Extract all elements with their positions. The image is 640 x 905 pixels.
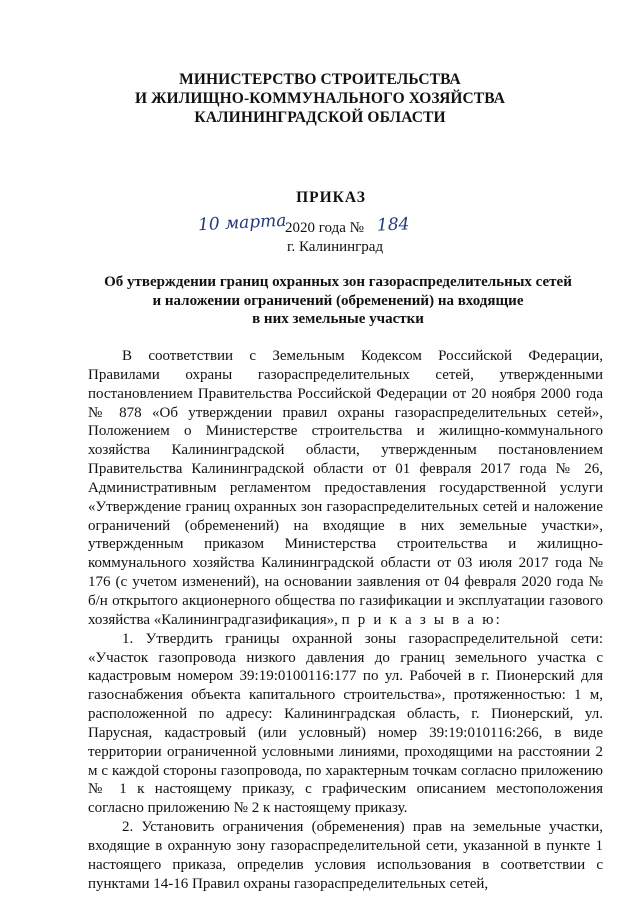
handwritten-date: 10 марта [197, 210, 287, 236]
order-subject [88, 273, 588, 329]
order-date-number: 2020 года № [285, 220, 364, 236]
handwritten-order-number: 184 [376, 214, 410, 236]
ministry-line-2: И ЖИЛИЩНО-КОММУНАЛЬНОГО ХОЗЯЙСТВА [134, 90, 506, 107]
order-word: п р и к а з ы в а ю: [341, 611, 502, 628]
preamble-text: В соответствии с Земельным Кодексом Российской Федерации, Правилами охраны газораспределительных сетей, утвержденными постановлением Правительства Российской Федерации от 20 ноября 2000 года № 878 «Об утверждении правил охраны газораспределительных сетей», Положением о Министерстве строительства и жилищно-коммунального хозяйства Калининградской области, утвержденным постановлением Правительства Калининградской области от 01 февраля 2017 года № 26, Административным регламентом предоставления государственной услуги «Утверждение границ охранных зон газораспределительных сетей и наложение ограничений (обременений) на входящие в них земельные участки», утвержденным приказом Министерства строительства и жилищно-коммунального хозяйства Калининградской области от 03 июля 2017 года № 176 (с учетом изменений), на основании заявления от 04 февраля 2020 года № б/н открытого акционерного общества по газификации и эксплуатации газового хозяйства «Калининградгазификация», [88, 348, 603, 628]
preamble-paragraph [88, 347, 603, 630]
subject-line-1: Об утверждении границ охранных зон газораспределительных сетей [104, 274, 572, 290]
ministry-header [100, 70, 540, 127]
ministry-line-3: КАЛИНИНГРАДСКОЙ ОБЛАСТИ [194, 109, 446, 126]
order-item-1: 1. Утвердить границы охранной зоны газораспределительной сети: «Участок газопровода низкого давления до границ земельного участка с кадастровым номером 39:19:0100116:177 по ул. Рабочей в г. Пионерский для газоснабжения объекта капитального строительства», протяженностью: 1 м, расположенной по адресу: Калининградская область, г. Пионерский, ул. Парусная, кадастровый (или условный) номер 39:19:010116:266, в виде территории ограниченной условными линиями, проходящими на расстоянии 2 м с каждой стороны газопровода, по характерным точкам согласно приложению № 1 к настоящему приказу, с графическим описанием местоположения согласно приложению № 2 к настоящему приказу. [88, 630, 603, 817]
order-item-2: 2. Установить ограничения (обременения) прав на земельные участки, входящие в охранную зону газораспределительной сети, указанной в пункте 1 настоящего приказа, определив условия использования в соответствии с пунктами 14-16 Правил охраны газораспределительных сетей, [88, 819, 603, 892]
order-body [88, 347, 603, 893]
document-type-title: ПРИКАЗ [296, 189, 366, 206]
subject-line-3: в них земельные участки [252, 311, 424, 327]
ministry-line-1: МИНИСТЕРСТВО СТРОИТЕЛЬСТВА [179, 71, 461, 88]
city-name: г. Калининград [287, 239, 384, 255]
subject-line-2: и наложении ограничений (обременений) на входящие [152, 292, 524, 309]
